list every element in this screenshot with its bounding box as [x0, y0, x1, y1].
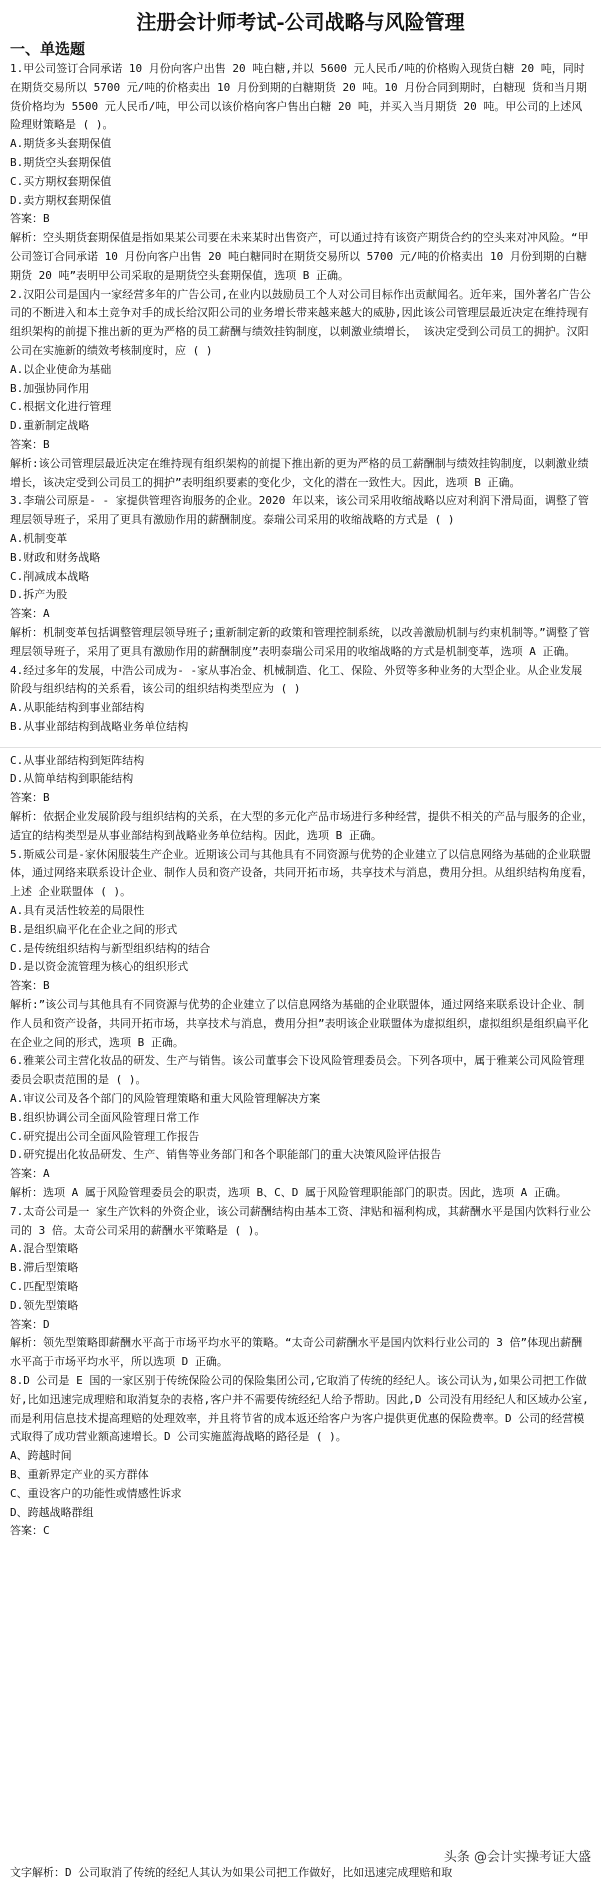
- option-a: A.机制变革: [10, 531, 68, 545]
- answer: 答案：B: [10, 791, 50, 805]
- question-stem: 5.斯威公司是-家休闲服装生产企业。近期该公司与其他具有不同资源与优势的企业建立了以信息网络为基础的企业联盟体，通过网络来联系设计企业、制作人员和资产设备，共同开拓市场，共享技术与消息，费用分担。从组织结构角度看，上述 企业联盟体 ( )。: [10, 847, 593, 899]
- answer: 答案：D: [10, 1317, 50, 1331]
- analysis: 解析：机制变革包括调整管理层领导班子;重新制定新的政策和管理控制系统，以改善激励机制与约束机制等。”调整了管理层领导班子，采用了更具有激励作用的薪酬制度”表明泰瑞公司采用的收缩战略的方式是机制变革，选项 A 正确。: [10, 625, 590, 658]
- option-c: C.根据文化进行管理: [10, 400, 112, 414]
- option-c: C.削减成本战略: [10, 569, 90, 583]
- option-d: D.卖方期权套期保值: [10, 193, 112, 207]
- option-a: A.从职能结构到事业部结构: [10, 701, 145, 715]
- question-stem: 8.D 公司是 E 国的一家区别于传统保险公司的保险集团公司,它取消了传统的经纪人。该公司认为,如果公司把工作做好,比如迅速完成理赔和取消复杂的表格,客户并不需要传统经纪人给予帮助。因此,D 公司没有用经纪人和区域办公室,而是利用信息技术提高理赔的处理效率，并且将节省的成本返还给客户为客户提供更优惠的保险费率。D 公司的经营模式取得了成功营业额高速增长。D 公司实施蓝海战略的路径是 ( )。: [10, 1373, 589, 1444]
- answer: 答案：B: [10, 979, 50, 993]
- question-list: [0, 60, 601, 1541]
- option-d: D.从简单结构到职能结构: [10, 772, 134, 786]
- analysis: 解析：依据企业发展阶段与组织结构的关系，在大型的多元化产品市场进行多种经营，提供不相关的产品与服务的企业，适宜的结构类型是从事业部结构到战略业务单位结构。因此，选项 B 正确。: [10, 810, 593, 842]
- option-c: C.从事业部结构到矩阵结构: [10, 753, 145, 767]
- answer: 答案：A: [10, 1167, 50, 1181]
- answer: 答案：B: [10, 437, 50, 451]
- option-c: C.是传统组织结构与新型组织结构的结合: [10, 941, 211, 955]
- question-stem: 6.雅莱公司主营化妆品的研发、生产与销售。该公司董事会下设风险管理委员会。下列各项中，属于雅莱公司风险管理委员会职责范围的是 ( )。: [10, 1054, 585, 1087]
- analysis: 解析：选项 A 属于风险管理委员会的职责，选项 B、C、D 属于风险管理职能部门的职责。因此，选项 A 正确。: [10, 1186, 567, 1200]
- option-d: D.领先型策略: [10, 1298, 79, 1312]
- answer: 答案：C: [10, 1524, 50, 1538]
- option-c: C.匹配型策略: [10, 1280, 79, 1293]
- option-c: C、重设客户的功能性或情感性诉求: [10, 1486, 182, 1500]
- answer: 答案：A: [10, 607, 50, 621]
- question-stem: 7.太奇公司是一 家生产饮料的外资企业，该公司薪酬结构由基本工资、津贴和福利构成，其薪酬水平是国内饮料行业公司的 3 倍。太奇公司采用的薪酬水平策略是 ( )。: [10, 1204, 591, 1237]
- option-b: B.滞后型策略: [10, 1261, 79, 1275]
- option-b: B.加强协同作用: [10, 381, 90, 395]
- watermark-text: 头条 @会计实操考证大盛: [443, 1850, 591, 1865]
- page-title: 注册会计师考试-公司战略与风险管理: [136, 10, 465, 34]
- question-stem: 3.李瑞公司原是- - 家提供管理咨询服务的企业。2020 年以来，该公司采用收缩战略以应对利润下滑局面，调整了管理层领导班子，采用了更具有激励作用的薪酬制度。泰瑞公司采用的收缩战略的方式是 ( ): [10, 494, 589, 527]
- option-a: A、跨越时间: [10, 1449, 72, 1463]
- question-stem: 1.甲公司签订合同承诺 10 月份向客户出售 20 吨白糖,并以 5600 元人民币/吨的价格购入现货白糖 20 吨，同时在期货交易所以 5700 元/吨的价格卖出 10 月份到期的白糖期货 20 吨。10 月份合同到期时，白糖现 货和当月期货价格均为 5500 元人民币/吨，甲公司以该价格向客户售出白糖 20 吨，并买入当月期货 20 吨。甲公司的上述风险理财策略是 ( )。: [10, 62, 587, 132]
- option-d: D.重新制定战略: [10, 419, 90, 433]
- option-b: B、重新界定产业的买方群体: [10, 1467, 149, 1481]
- option-d: D.是以资金流管理为核心的组织形式: [10, 960, 189, 974]
- question-stem: 2.汉阳公司是国内一家经营多年的广告公司,在业内以鼓励员工个人对公司目标作出贡献闻名。近年来，国外著名广告公司的不断进入和本土竞争对手的成长给汉阳公司的业务增长带来越来越大的威胁,因此该公司管理层最近决定在维持现有组织架构的前提下推出新的更为严格的员工薪酬与绩效挂钩制度，以刺激业绩增长， 该决定受到公司员工的拥护。汉阳公司在实施新的绩效考核制度时，应 ( ): [10, 287, 591, 357]
- option-a: A.具有灵活性较差的局限性: [10, 904, 145, 918]
- option-b: B.是组织扁平化在企业之间的形式: [10, 922, 178, 936]
- analysis: 解析:”该公司与其他具有不同资源与优势的企业建立了以信息网络为基础的企业联盟体，通过网络来联系设计企业、制作人员和资产设备，共同开拓市场，共享技术与消息，费用分担”表明该企业联盟体为虚拟组织，虚拟组织是组织扁平化在企业之间的形式，选项 B 正确。: [10, 998, 589, 1049]
- option-d: D、跨越战略群组: [10, 1505, 94, 1519]
- option-a: A.混合型策略: [10, 1242, 79, 1256]
- question-stem: 4.经过多年的发展，中浩公司成为- -家从事冶金、机械制造、化工、保险、外贸等多种业务的大型企业。从企业发展阶段与组织结构的关系看，该公司的组织结构类型应为 ( ): [10, 663, 583, 696]
- option-b: B.组织协调公司全面风险管理日常工作: [10, 1110, 200, 1124]
- analysis-truncated: 文字解析：D 公司取消了传统的经纪人其认为如果公司把工作做好，比如迅速完成理赔和取: [10, 1866, 453, 1879]
- option-a: A.审议公司及各个部门的风险管理策略和重大风险管理解决方案: [10, 1092, 321, 1106]
- section-title: 一、单选题: [10, 40, 86, 58]
- option-c: C.买方期权套期保值: [10, 174, 112, 188]
- option-b: B.期货空头套期保值: [10, 155, 112, 169]
- option-b: B.从事业部结构到战略业务单位结构: [10, 719, 189, 733]
- analysis: 解析：领先型策略即薪酬水平高于市场平均水平的策略。“太奇公司薪酬水平是国内饮料行业公司的 3 倍”体现出薪酬水平高于市场平均水平，所以选项 D 正确。: [10, 1336, 583, 1369]
- analysis: 解析:该公司管理层最近决定在维持现有组织架构的前提下推出新的更为严格的员工薪酬制与绩效挂钩制度，以刺激业绩增长，该决定受到公司员工的拥护”表明组织要素的变化少，文化的潜在一致性大。因此，选项 B 正确。: [10, 456, 589, 489]
- analysis: 解析：空头期货套期保值是指如果某公司要在未来某时出售资产，可以通过持有该资产期货合约的空头来对冲风险。“甲公司签订合同承诺 10 月份向客户出售 20 吨白糖同时在期货交易所以 5700 元/吨的价格卖出 10 月份到期的白糖期货 20 吨”表明甲公司采取的是期货空头套期保值，选项 B 正确。: [10, 231, 589, 282]
- option-a: A.以企业使命为基础: [10, 362, 112, 376]
- option-a: A.期货多头套期保值: [10, 137, 112, 151]
- option-d: D.拆产为股: [10, 588, 68, 602]
- option-b: B.财政和财务战略: [10, 550, 101, 564]
- page-break: [0, 739, 601, 748]
- option-d: D.研究提出化妆品研发、生产、销售等业务部门和各个职能部门的重大决策风险评估报告: [10, 1148, 442, 1162]
- answer: 答案：B: [10, 212, 50, 226]
- option-c: C.研究提出公司全面风险管理工作报告: [10, 1129, 200, 1143]
